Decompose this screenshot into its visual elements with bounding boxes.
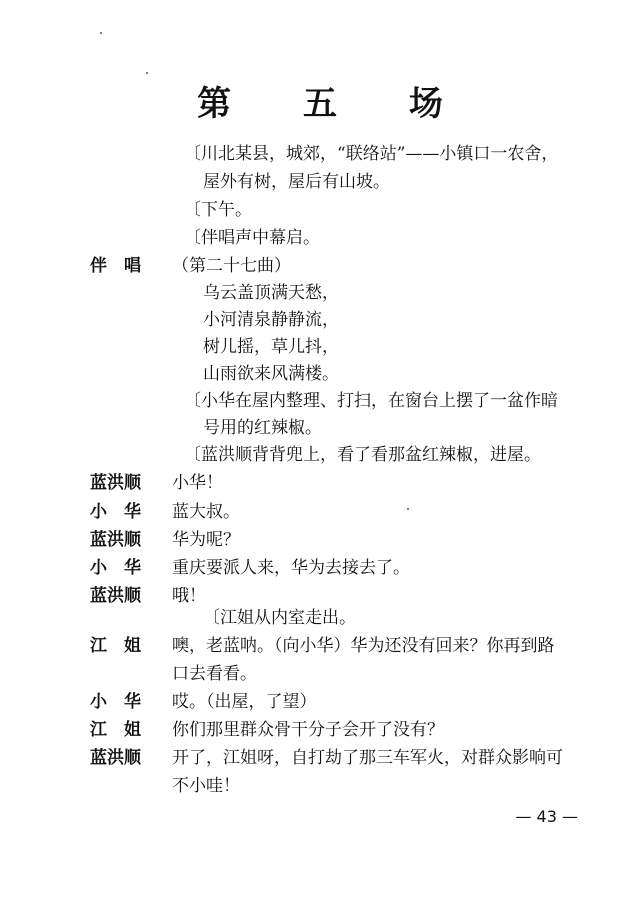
stage-direction: 〔下午。 (184, 200, 252, 220)
speaker-label: 伴 唱 (90, 256, 141, 276)
scan-speck (146, 72, 148, 74)
dialogue-line: 哎。（出屋，了望） (172, 692, 317, 712)
stage-direction: 〔江姐从内室走出。 (203, 608, 356, 628)
lyric-line: 小河清泉静静流， (203, 310, 339, 330)
dialogue-line: 开了，江姐呀，自打劫了那三车军火，对群众影响可 (172, 748, 563, 768)
stage-direction-continued: 屋外有树，屋后有山坡。 (203, 172, 390, 192)
dialogue-line-continued: 不小哇！ (172, 776, 240, 796)
stage-direction-continued: 号用的红辣椒。 (203, 418, 322, 438)
scan-speck (100, 32, 102, 34)
speaker-label: 小 华 (90, 502, 141, 522)
speaker-label: 蓝洪顺 (90, 586, 141, 606)
page-number: — 43 — (515, 807, 578, 826)
scan-speck (407, 508, 409, 510)
song-number: （第二十七曲） (172, 256, 291, 276)
dialogue-line: 华为呢？ (172, 530, 240, 550)
scene-title: 第 五 场 (197, 84, 473, 124)
speaker-label: 江 姐 (90, 720, 141, 740)
speaker-label: 小 华 (90, 692, 141, 712)
lyric-line: 乌云盖顶满天愁， (203, 283, 339, 303)
dialogue-line: 蓝大叔。 (172, 502, 240, 522)
stage-direction: 〔蓝洪顺背背兜上，看了看那盆红辣椒，进屋。 (184, 445, 541, 465)
dialogue-line: 小华！ (172, 473, 223, 493)
dialogue-line: 你们那里群众骨干分子会开了没有？ (172, 720, 444, 740)
lyric-line: 山雨欲来风满楼。 (203, 364, 339, 384)
dialogue-line-continued: 口去看看。 (172, 664, 257, 684)
dialogue-line: 重庆要派人来，华为去接去了。 (172, 558, 410, 578)
speaker-label: 蓝洪顺 (90, 530, 141, 550)
speaker-label: 小 华 (90, 558, 141, 578)
stage-direction: 〔小华在屋内整理、打扫，在窗台上摆了一盆作暗 (184, 391, 558, 411)
stage-direction: 〔川北某县，城郊，“联络站”——小镇口一农舍， (184, 144, 559, 164)
speaker-label: 江 姐 (90, 636, 141, 656)
dialogue-line: 噢，老蓝呐。（向小华）华为还没有回来？你再到路 (172, 636, 555, 656)
stage-direction: 〔伴唱声中幕启。 (184, 228, 320, 248)
speaker-label: 蓝洪顺 (90, 473, 141, 493)
lyric-line: 树儿摇，草儿抖， (203, 337, 339, 357)
dialogue-line: 哦！ (172, 586, 206, 606)
speaker-label: 蓝洪顺 (90, 748, 141, 768)
